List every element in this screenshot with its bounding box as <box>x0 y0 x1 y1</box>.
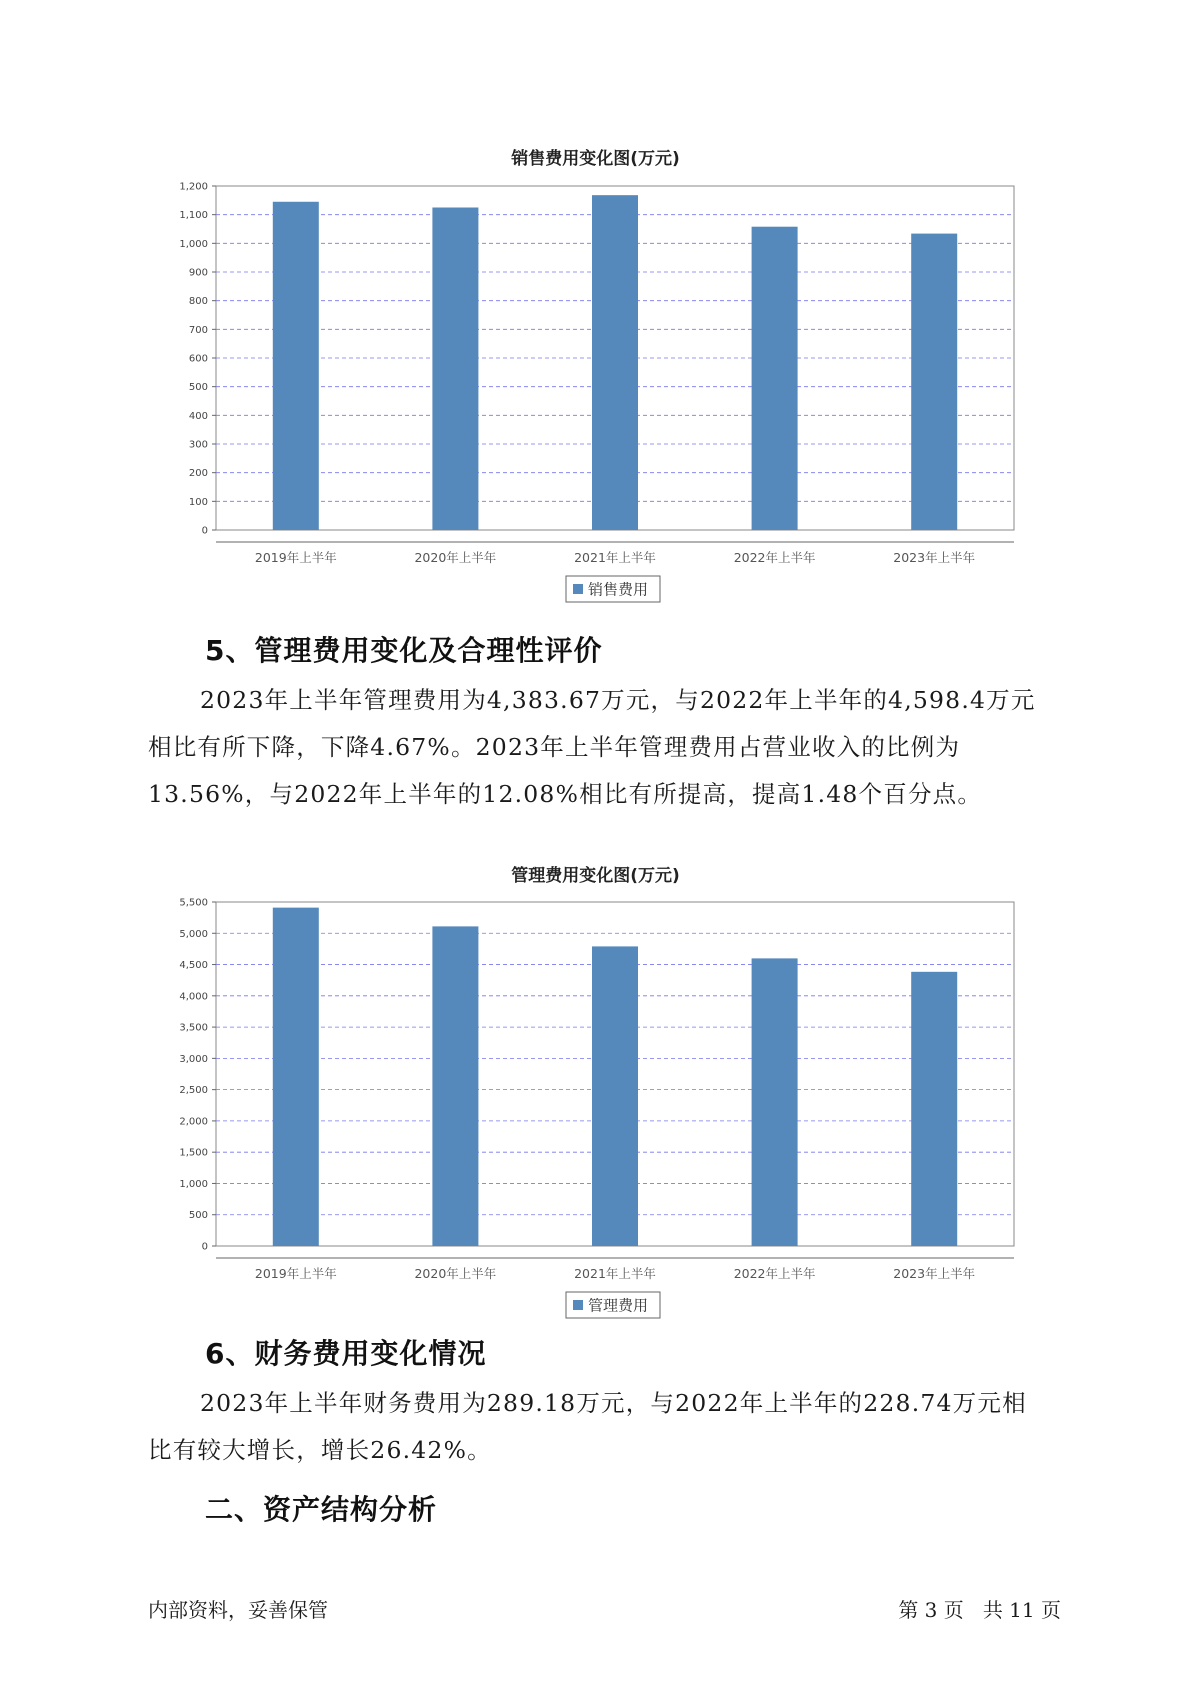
y-tick-label: 4,500 <box>179 960 208 972</box>
y-tick-label: 0 <box>201 1241 208 1253</box>
legend-label: 销售费用 <box>588 580 649 599</box>
y-tick-label: 5,500 <box>179 897 208 909</box>
bar-4 <box>752 958 798 1246</box>
y-tick-label: 0 <box>201 525 208 537</box>
y-tick-label: 200 <box>188 468 208 480</box>
y-tick-label: 1,200 <box>179 181 208 193</box>
y-tick-label: 500 <box>188 382 208 394</box>
y-tick-label: 3,000 <box>179 1053 208 1065</box>
y-tick-label: 100 <box>188 496 208 508</box>
y-tick-label: 1,100 <box>179 210 208 222</box>
sales-expense-chart-title: 销售费用变化图(万元) <box>511 149 680 169</box>
section-2-heading: 二、资产结构分析 <box>205 1493 438 1526</box>
sales-expense-chart <box>160 172 1020 599</box>
legend <box>566 576 660 602</box>
y-tick-label: 1,000 <box>179 1178 208 1190</box>
legend-swatch <box>573 584 583 594</box>
y-tick-label: 500 <box>188 1210 208 1222</box>
x-category-label: 2021年上半年 <box>574 550 656 565</box>
y-tick-label: 700 <box>188 324 208 336</box>
bar-2 <box>432 208 478 531</box>
x-category-label: 2021年上半年 <box>574 1266 656 1281</box>
bar-5 <box>911 234 957 530</box>
y-tick-label: 4,000 <box>179 991 208 1003</box>
x-category-label: 2019年上半年 <box>254 550 337 565</box>
y-tick-label: 1,500 <box>179 1147 208 1159</box>
footer-confidential-note: 内部资料，妥善保管 <box>148 1598 328 1622</box>
y-tick-label: 3,500 <box>179 1022 208 1034</box>
legend-swatch <box>573 1300 583 1310</box>
y-tick-label: 1,000 <box>179 238 208 250</box>
bar-4 <box>752 227 798 530</box>
y-tick-label: 2,500 <box>179 1085 208 1097</box>
y-tick-label: 5,000 <box>179 928 208 940</box>
admin-expense-chart <box>160 888 1020 1315</box>
x-category-label: 2020年上半年 <box>414 1266 497 1281</box>
section-6-heading: 6、财务费用变化情况 <box>205 1337 487 1370</box>
x-category-label: 2022年上半年 <box>733 1266 816 1281</box>
section-5-heading: 5、管理费用变化及合理性评价 <box>205 634 603 667</box>
legend-label: 管理费用 <box>588 1296 649 1315</box>
y-tick-label: 800 <box>188 296 208 308</box>
bar-1 <box>273 908 319 1246</box>
legend <box>566 1292 660 1318</box>
y-tick-label: 300 <box>188 439 208 451</box>
section-6-paragraph: 2023年上半年财务费用为289.18万元，与2022年上半年的228.74万元相比有较大增长，增长26.42%。 <box>148 1389 1027 1464</box>
x-category-label: 2020年上半年 <box>414 550 497 565</box>
y-tick-label: 2,000 <box>179 1116 208 1128</box>
x-category-label: 2023年上半年 <box>893 1266 976 1281</box>
bar-5 <box>911 972 957 1246</box>
x-category-label: 2023年上半年 <box>893 550 976 565</box>
bar-3 <box>592 946 638 1246</box>
bar-1 <box>273 202 319 530</box>
x-category-label: 2022年上半年 <box>733 550 816 565</box>
admin-expense-chart-title: 管理费用变化图(万元) <box>511 866 680 886</box>
y-tick-label: 400 <box>188 410 208 422</box>
bar-2 <box>432 926 478 1246</box>
bar-3 <box>592 195 638 530</box>
y-tick-label: 600 <box>188 353 208 365</box>
section-5-paragraph: 2023年上半年管理费用为4,383.67万元，与2022年上半年的4,598.4万元相比有所下降，下降4.67%。2023年上半年管理费用占营业收入的比例为13.56%，与2022年上半年的12.08%相比有所提高，提高1.48个百分点。 <box>148 686 1036 808</box>
x-category-label: 2019年上半年 <box>254 1266 337 1281</box>
footer-page-number: 第 3 页 共 11 页 <box>898 1598 1061 1622</box>
y-tick-label: 900 <box>188 267 208 279</box>
